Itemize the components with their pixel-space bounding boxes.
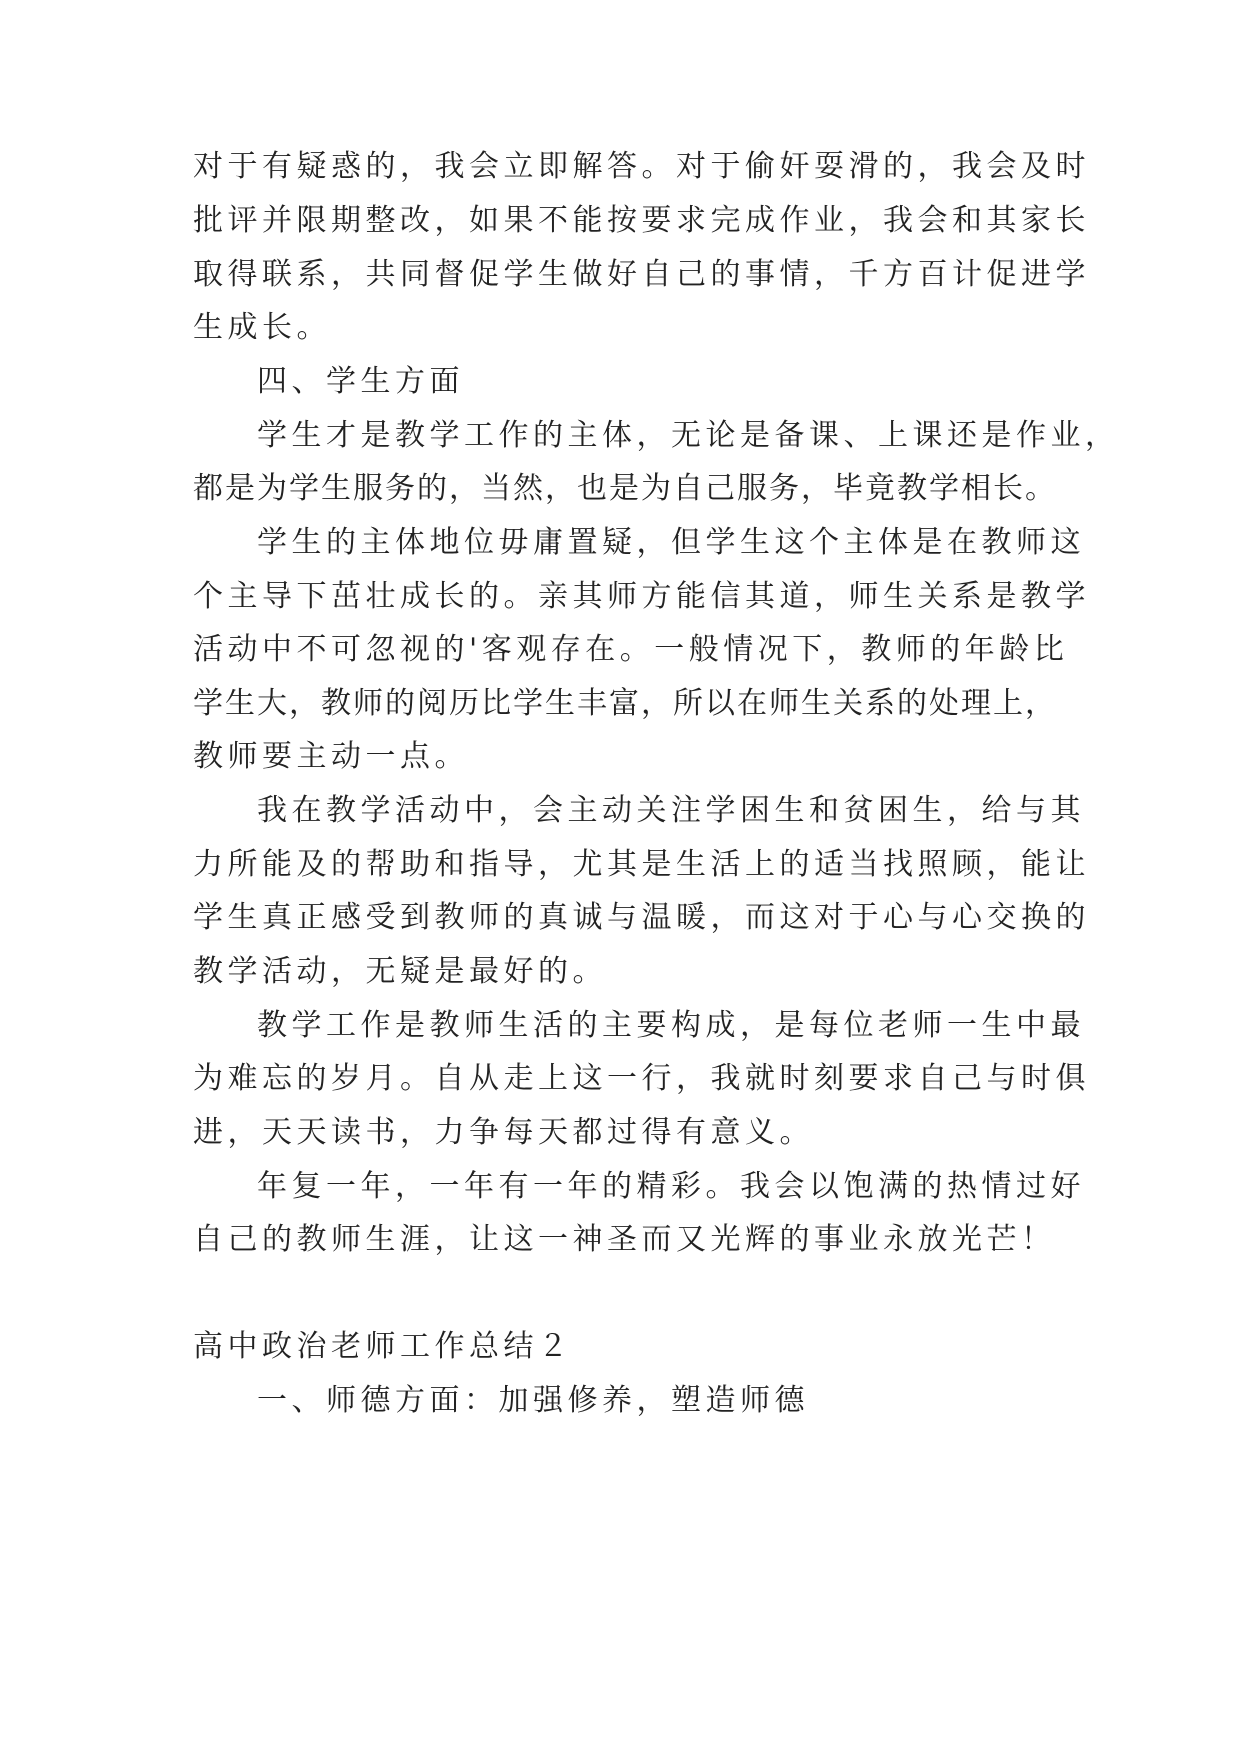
- body-text-line: 年复一年，一年有一年的精彩。我会以饱满的热情过好: [257, 1169, 1085, 1204]
- body-text-line: 学生真正感受到教师的真诚与温暖，而这对于心与心交换的: [193, 900, 1090, 935]
- body-text-line: 教学工作是教师生活的主要构成，是每位老师一生中最: [257, 1008, 1085, 1043]
- body-text-line: 都是为学生服务的，当然，也是为自己服务，毕竟教学相长。: [193, 471, 1057, 506]
- body-text-line: 教学活动，无疑是最好的。: [193, 954, 607, 989]
- document-title: 高中政治老师工作总结２: [193, 1329, 573, 1364]
- body-text-line: 自己的教师生涯，让这一神圣而又光辉的事业永放光芒！: [193, 1222, 1056, 1257]
- section-heading: 四、学生方面: [257, 364, 464, 399]
- body-text-line: 我在教学活动中，会主动关注学困生和贫困生，给与其: [257, 793, 1085, 828]
- body-text-line: 为难忘的岁月。自从走上这一行，我就时刻要求自己与时俱: [193, 1061, 1090, 1096]
- body-text-line: 学生才是教学工作的主体，无论是备课、上课还是作业，: [257, 418, 1120, 453]
- body-text-line: 学生大，教师的阅历比学生丰富，所以在师生关系的处理上，: [193, 686, 1057, 721]
- body-text-line: 教师要主动一点。: [193, 739, 469, 774]
- body-text-line: 力所能及的帮助和指导，尤其是生活上的适当找照顾，能让: [193, 847, 1090, 882]
- body-text-line: 取得联系，共同督促学生做好自己的事情，千方百计促进学: [193, 257, 1090, 292]
- body-text-line: 活动中不可忽视的'客观存在。一般情况下，教师的年龄比: [193, 632, 1069, 667]
- body-text-line: 批评并限期整改，如果不能按要求完成作业，我会和其家长: [193, 203, 1090, 238]
- body-text-line: 进，天天读书，力争每天都过得有意义。: [193, 1115, 814, 1150]
- section-heading: 一、师德方面：加强修养，塑造师德: [257, 1383, 809, 1418]
- body-text-line: 个主导下茁壮成长的。亲其师方能信其道，师生关系是教学: [193, 579, 1090, 614]
- body-text-line: 学生的主体地位毋庸置疑，但学生这个主体是在教师这: [257, 525, 1085, 560]
- body-text-line: 对于有疑惑的，我会立即解答。对于偷奸耍滑的，我会及时: [193, 149, 1090, 184]
- body-text-line: 生成长。: [193, 310, 331, 345]
